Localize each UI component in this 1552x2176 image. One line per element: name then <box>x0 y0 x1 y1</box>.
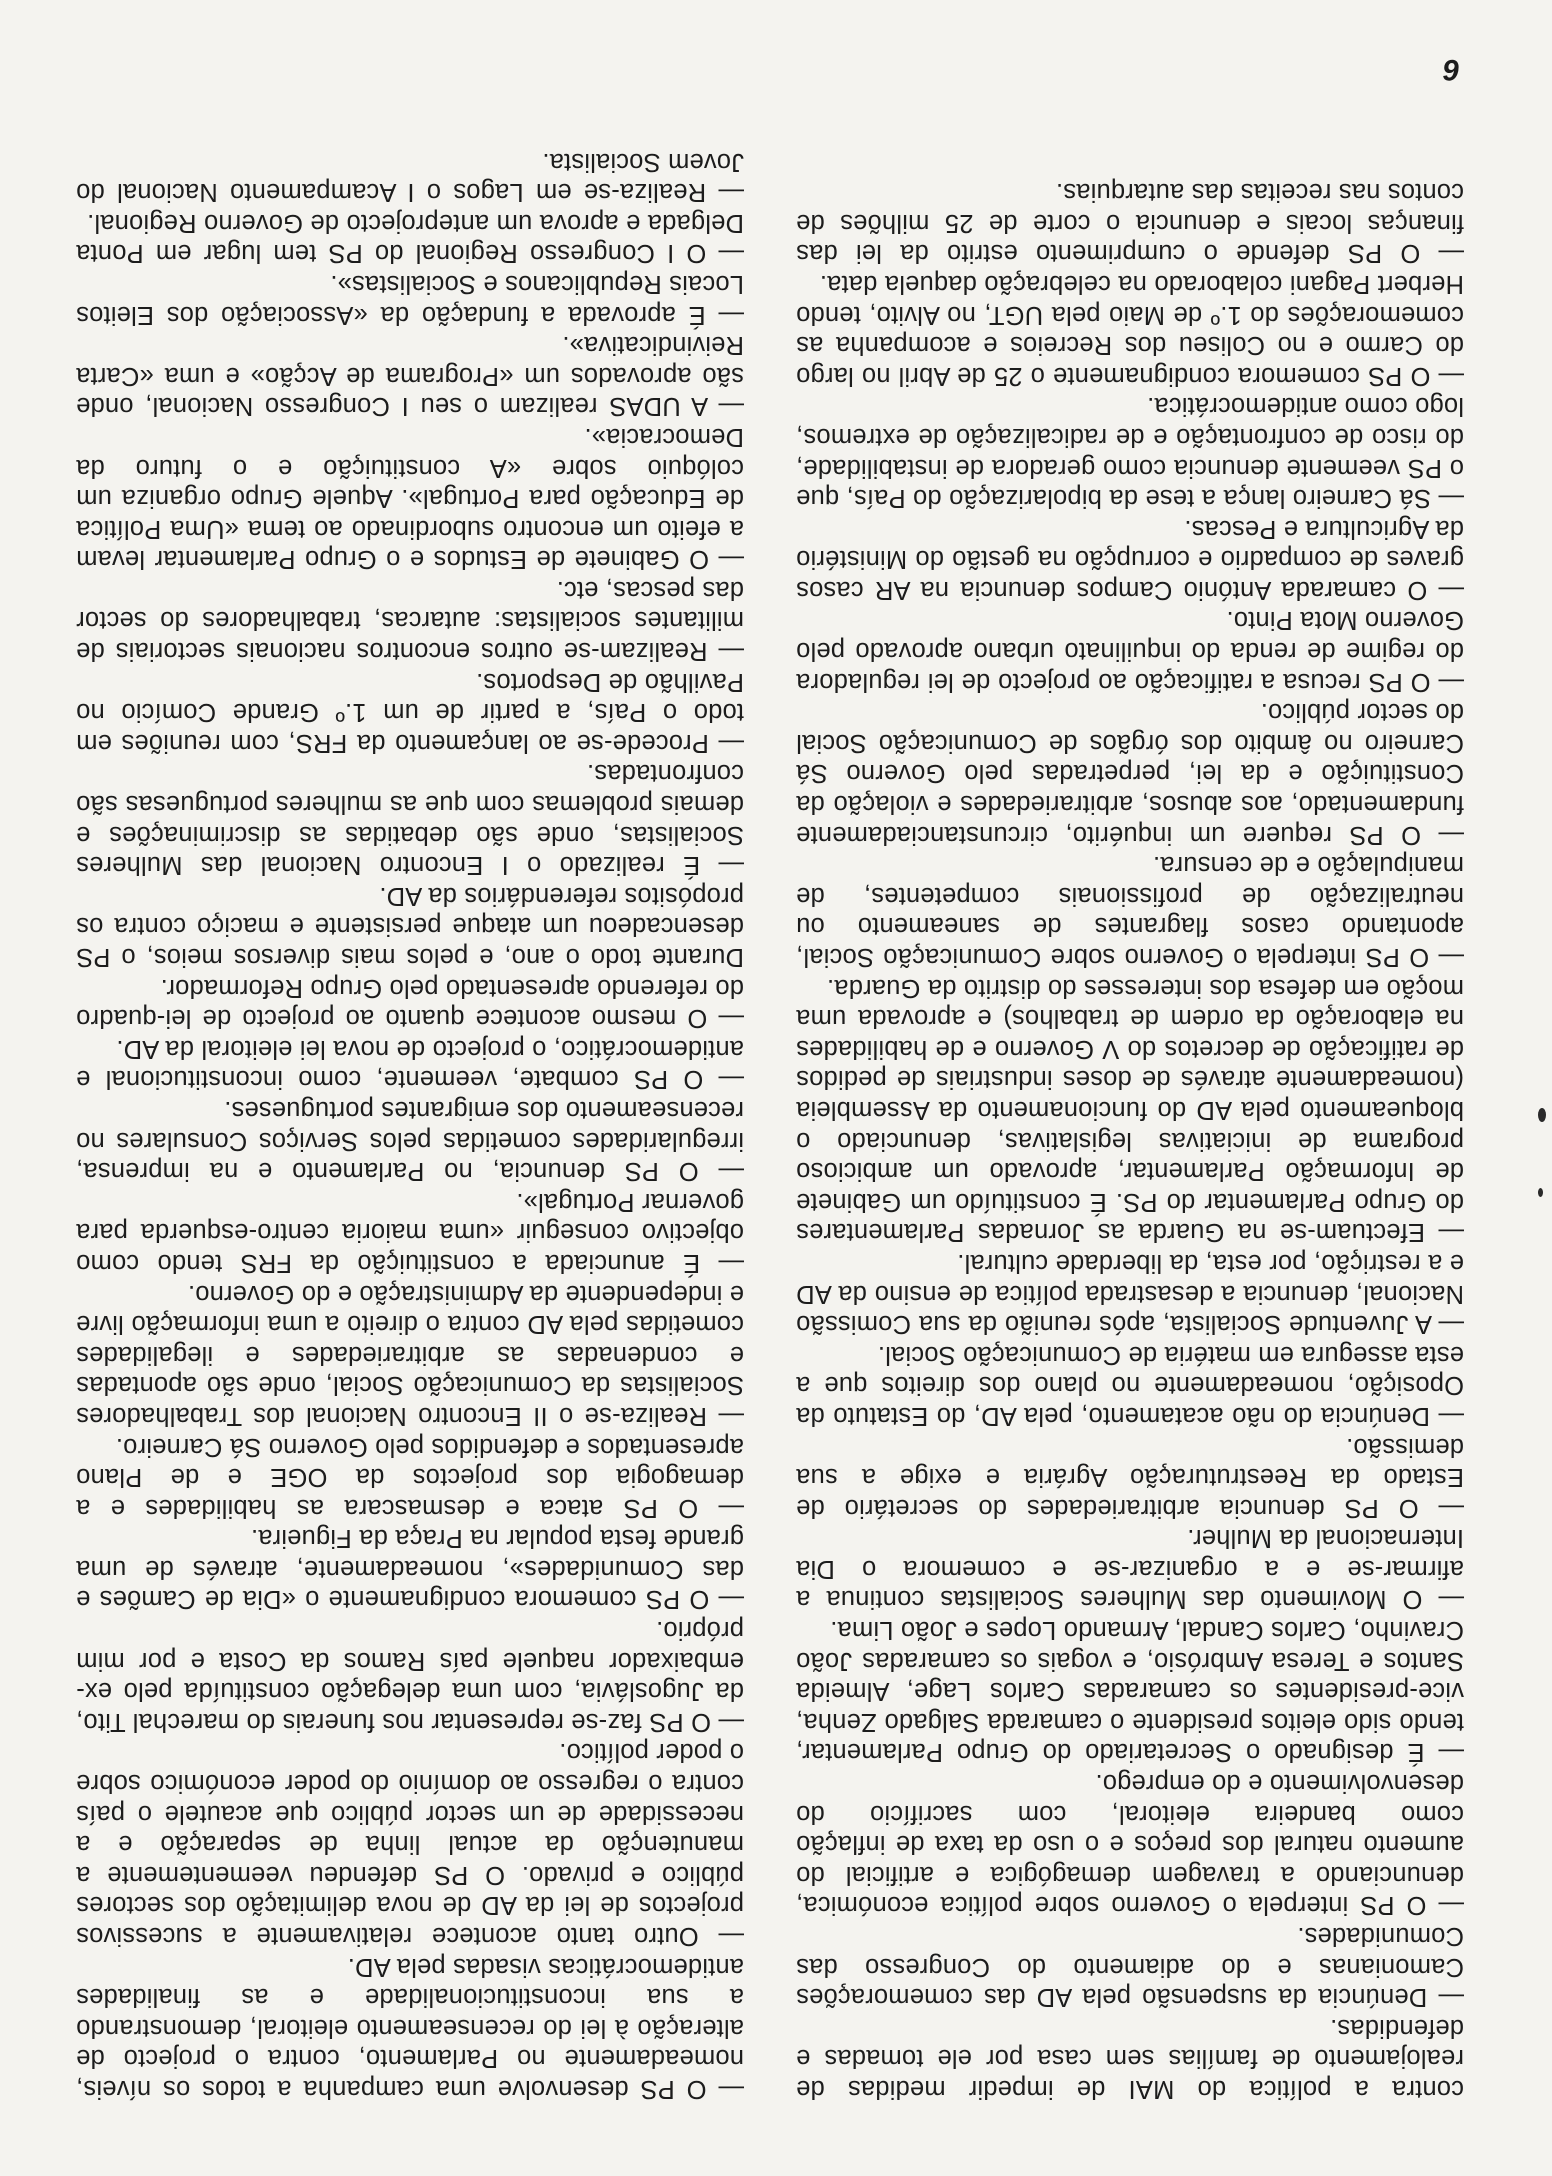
paragraph: — O PS recusa a ratificação ao projecto de lei reguladora do regime de renda do inquilinato urbano aprovado pelo Governo Mota Pinto. <box>796 606 1464 696</box>
paragraph: — Realizam-se outros encontros nacionais sectoriais de militantes socialistas: autarcas, trabalhadores do sector das pescas, etc. <box>76 575 744 666</box>
paragraph: Durante todo o ano, e pelos mais diversos meios, o PS desencadeou um ataque persistente e maciço contra os propósitos referendários da AD. <box>76 881 744 972</box>
text-column-right <box>76 44 744 2104</box>
paragraph: — É aprovada a fundação da «Associação dos Eleitos Locais Republicanos e Socialistas». <box>76 269 744 329</box>
paragraph: — Realiza-se em Lagos o I Acampamento Nacional do Jovem Socialista. <box>76 147 744 207</box>
paragraph: — O PS faz-se representar nos funerais do marechal Tito, da Jugoslávia, com uma delegação constituída pelo ex-embaixador naquele país Ramos da Costa e por mim próprio. <box>76 1616 744 1736</box>
paragraph: — O PS interpela o Governo sobre política económica, denunciando a travagem demagógica e artificial do aumento natural dos preços e o uso da taxa de inflação como bandeira eleitoral, com sacrifício do desenvolvimento e do emprego. <box>796 1769 1464 1920</box>
paragraph: — O Movimento das Mulheres Socialistas continua a afirmar-se e a organizar-se e comemora o Dia Internacional da Mulher. <box>796 1524 1464 1614</box>
paragraph: — O PS denuncia, no Parlamento e na imprensa, irregularidades cometidas pelos Serviços Consulares no recenseamento dos emigrantes portugueses. <box>76 1096 744 1186</box>
text-column-left <box>796 44 1464 2104</box>
paragraph: — Realiza-se o II Encontro Nacional dos Trabalhadores Socialistas da Comunicação Social, onde são apontadas e condenadas as arbitrariedades e ilegalidades cometidas pela AD contra o direito a uma informação livre e independente da Administração e do Governo. <box>76 1279 744 1430</box>
paragraph: — Outro tanto acontece relativamente a sucessivos projectos de lei da AD de nova delimitação dos sectores público e privado. O PS defendeu veementemente a manutenção da actual linha de separação e a necessidade de um sector público que acautele o país contra o regresso ao domínio do poder económico sobre o poder político. <box>76 1738 744 1951</box>
paragraph: — O PS comemora condignamente o «Dia de Camões e das Comunidades», nomeadamente, através de uma grande festa popular na Praça da Figueira. <box>76 1524 744 1614</box>
page-number: 6 <box>1443 53 1460 86</box>
paragraph: contra a política do MAI de impedir medidas de realojamento de famílias sem casa por ele tomadas e defendidas. <box>796 2013 1464 2103</box>
paragraph: — É designado o Secretariado do Grupo Parlamentar, tendo sido eleitos presidente o camarada Salgado Zenha, vice-presidentes os camaradas Carlos Lage, Almeida Santos e Teresa Ambrósio, e vogais os camaradas João Cravinho, Carlos Candal, Armando Lopes e João Lima. <box>796 1616 1464 1767</box>
paragraph: — É anunciada a constituição da FRS tendo como objectivo conseguir «uma maioria centro-esquerda para governar Portugal». <box>76 1187 744 1277</box>
paragraph: — O PS desenvolve uma campanha a todos os níveis, nomeadamente no Parlamento, contra o projecto de alteração à lei do recenseamento eleitoral, demonstrando a sua inconstitucionalidade e as finalidades antidemocráticas visadas pela AD. <box>76 1952 744 2103</box>
paragraph: — Denúncia da suspensão pela AD das comemorações Camonianas e do adiamento do Congresso das Comunidades. <box>796 1922 1464 2012</box>
paragraph: — Denúncia do não acatamento, pela AD, do Estatuto da Oposição, nomeadamente no plano dos direitos que a esta assegura em matéria de Comunicação Social. <box>796 1340 1464 1430</box>
paragraph: — O mesmo acontece quanto ao projecto de lei-quadro do referendo apresentado pelo Grupo Reformador. <box>76 973 744 1033</box>
paragraph: — Procede-se ao lançamento da FRS, com reuniões em todo o País, a partir de um 1.º Grande Comício no Pavilhão de Desportos. <box>76 667 744 757</box>
paragraph: — O camarada António Campos denuncia na AR casos graves de compadrio e corrupção na gestão do Ministério da Agricultura e Pescas. <box>796 514 1464 604</box>
paragraph: — O I Congresso Regional do PS tem lugar em Ponta Delgada e aprova um anteprojecto de Governo Regional. <box>76 208 744 268</box>
scan-mark <box>1538 1188 1543 1197</box>
paragraph: — O PS interpela o Governo sobre Comunicação Social, apontando casos flagrantes de saneamento ou neutralização de profissionais competentes, de manipulação e de censura. <box>796 851 1464 972</box>
paragraph: — O PS ataca e desmascara as habilidades e a demagogia dos projectos da OGE e de Plano apresentados e defendidos pelo Governo Sá Carneiro. <box>76 1432 744 1522</box>
paragraph: — O Gabinete de Estudos e o Grupo Parlamentar levam a efeito um encontro subordinado ao tema «Uma Política de Educação para Portugal». Aquele Grupo organiza um colóquio sobre «A constituição e o futuro da Democracia». <box>76 422 744 574</box>
paragraph: — O PS combate, veemente, como inconstitucional e antidemocrático, o projecto de nova lei eleitoral da AD. <box>76 1034 744 1094</box>
paragraph: — Efectuam-se na Guarda as Jornadas Parlamentares do Grupo Parlamentar do PS. É constituído um Gabinete de Informação Parlamentar, aprovado um ambicioso programa de iniciativas legislativas, denunciado o bloqueamento pela AD do funcionamento da Assembleia (nomeadamente através de doses industriais de pedidos de ratificação de decretos do V Governo e de habilidades na elaboração da ordem de trabalhos) e aprovada uma moção em defesa dos interesses do distrito da Guarda. <box>796 973 1464 1247</box>
paragraph: — A UDAS realizam o seu I Congresso Nacional, onde são aprovados um «Programa de Acção» e uma «Carta Reivindicativa». <box>76 331 744 421</box>
paragraph: — O PS defende o cumprimento estrito da lei das finanças locais e denuncia o corte de 25 milhões de contos nas receitas das autarquias. <box>796 178 1464 268</box>
scan-mark <box>1538 1108 1546 1122</box>
paragraph: — O PS requere um inquérito, circunstanciadamente fundamentado, aos abusos, arbitrariedades e violação da Constituição e da lei, perpetradas pelo Governo Sá Carneiro no âmbito dos órgãos de Comunicação Social do sector público. <box>796 698 1464 849</box>
paragraph: — O PS denuncia arbitrariedades do secretário de Estado da Reestruturação Agrária e exige a sua demissão. <box>796 1432 1464 1522</box>
paragraph: — Sá Carneiro lança a tese da bipolarização do País, que o PS veemente denuncia como geradora de instabilidade, do risco de confrontação e de radicalização de extremos, logo como antidemocrática. <box>796 392 1464 513</box>
paragraph: — O PS comemora condignamente o 25 de Abril no largo do Carmo e no Coliseu dos Recreios e acompanha as comemorações do 1.º de Maio pela UGT, no Alvito, tendo Herbert Pagani colaborado na celebração daquela data. <box>796 269 1464 390</box>
paragraph: — É realizado o I Encontro Nacional das Mulheres Socialistas, onde são debatidas as discriminações e demais problemas com que as mulheres portuguesas são confrontadas. <box>76 759 744 880</box>
paragraph: — A Juventude Socialista, após reunião da sua Comissão Nacional, denuncia a desastrada política de ensino da AD e a restrição, por esta, da liberdade cultural. <box>796 1248 1464 1339</box>
